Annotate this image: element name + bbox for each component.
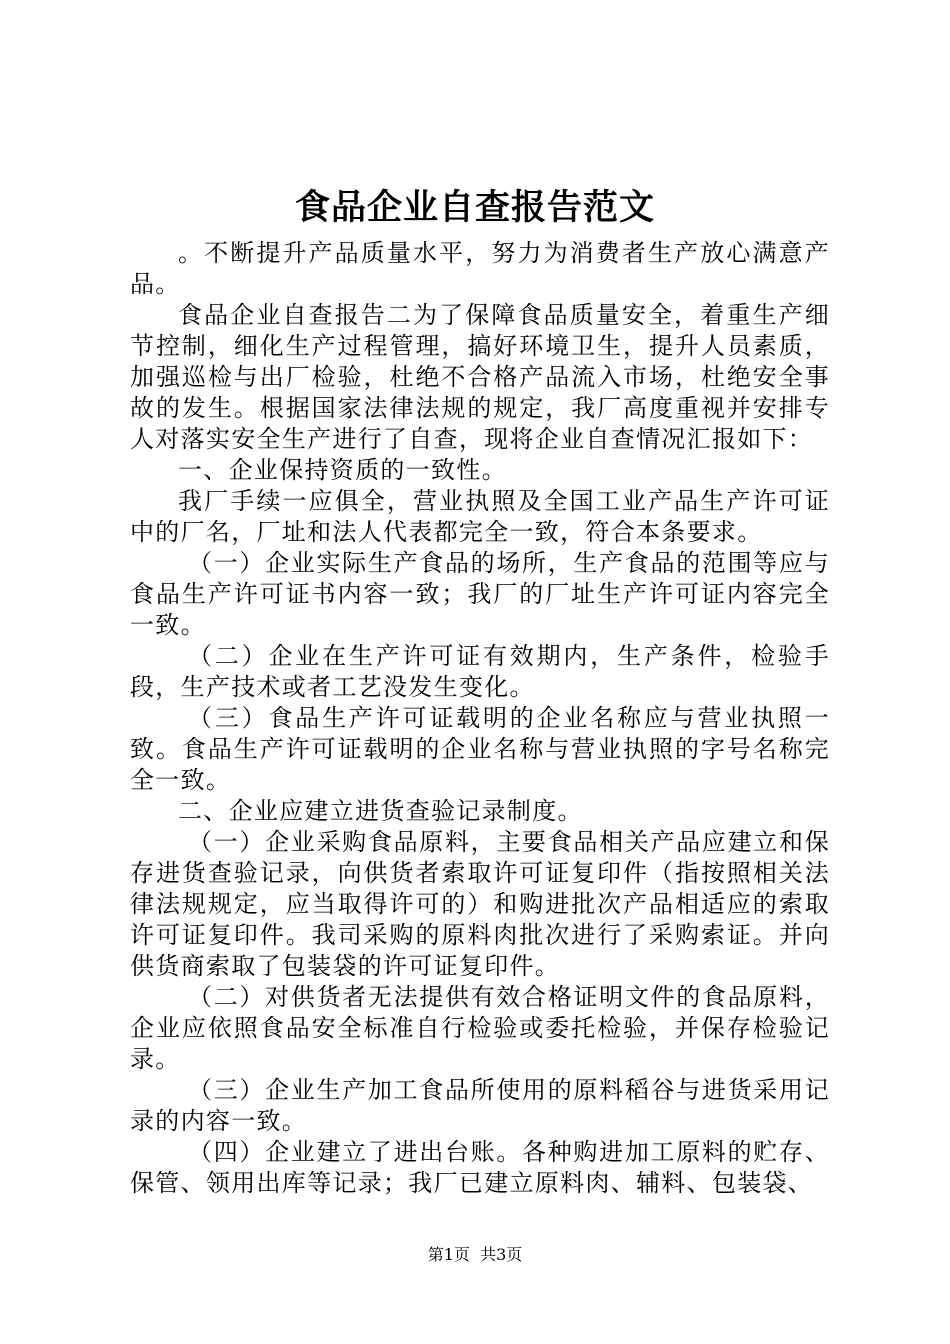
document-body bbox=[130, 238, 830, 1199]
paragraph: （二）对供货者无法提供有效合格证明文件的食品原料，企业应依照食品安全标准自行检验或委托检验，并保存检验记录。 bbox=[130, 983, 830, 1073]
paragraph: （三）企业生产加工食品所使用的原料稻谷与进货采用记录的内容一致。 bbox=[130, 1076, 830, 1135]
section-heading: 二、企业应建立进货查验记录制度。 bbox=[178, 797, 583, 825]
page-number: 第1页 bbox=[427, 1245, 470, 1264]
paragraph: 我厂手续一应俱全，营业执照及全国工业产品生产许可证中的厂名，厂址和法人代表都完全一致，符合本条要求。 bbox=[130, 487, 830, 546]
paragraph: 食品企业自查报告二为了保障食品质量安全，着重生产细节控制，细化生产过程管理，搞好环境卫生，提升人员素质，加强巡检与出厂检验，杜绝不合格产品流入市场，杜绝安全事故的发生。根据国家法律法规的规定，我厂高度重视并安排专人对落实安全生产进行了自查，现将企业自查情况汇报如下： bbox=[130, 301, 830, 453]
page-total: 共3页 bbox=[480, 1245, 523, 1264]
paragraph: （四）企业建立了进出台账。各种购进加工原料的贮存、保管、领用出库等记录；我厂已建立原料肉、辅料、包装袋、 bbox=[130, 1138, 830, 1197]
page-footer bbox=[0, 1244, 950, 1266]
paragraph: （一）企业采购食品原料，主要食品相关产品应建立和保存进货查验记录，向供货者索取许可证复印件（指按照相关法律法规规定，应当取得许可的）和购进批次产品相适应的索取许可证复印件。我司采购的原料肉批次进行了采购索证。并向供货商索取了包装袋的许可证复印件。 bbox=[130, 828, 830, 980]
paragraph: （二）企业在生产许可证有效期内，生产条件，检验手段，生产技术或者工艺没发生变化。 bbox=[130, 642, 830, 701]
document-title: 食品企业自查报告范文 bbox=[294, 187, 655, 228]
paragraph: （一）企业实际生产食品的场所，生产食品的范围等应与食品生产许可证书内容一致；我厂的厂址生产许可证内容完全一致。 bbox=[130, 549, 830, 639]
section-heading: 一、企业保持资质的一致性。 bbox=[178, 456, 507, 484]
paragraph: （三）食品生产许可证载明的企业名称应与营业执照一致。食品生产许可证载明的企业名称与营业执照的字号名称完全一致。 bbox=[130, 704, 830, 794]
paragraph: 。不断提升产品质量水平，努力为消费者生产放心满意产品。 bbox=[130, 239, 830, 298]
